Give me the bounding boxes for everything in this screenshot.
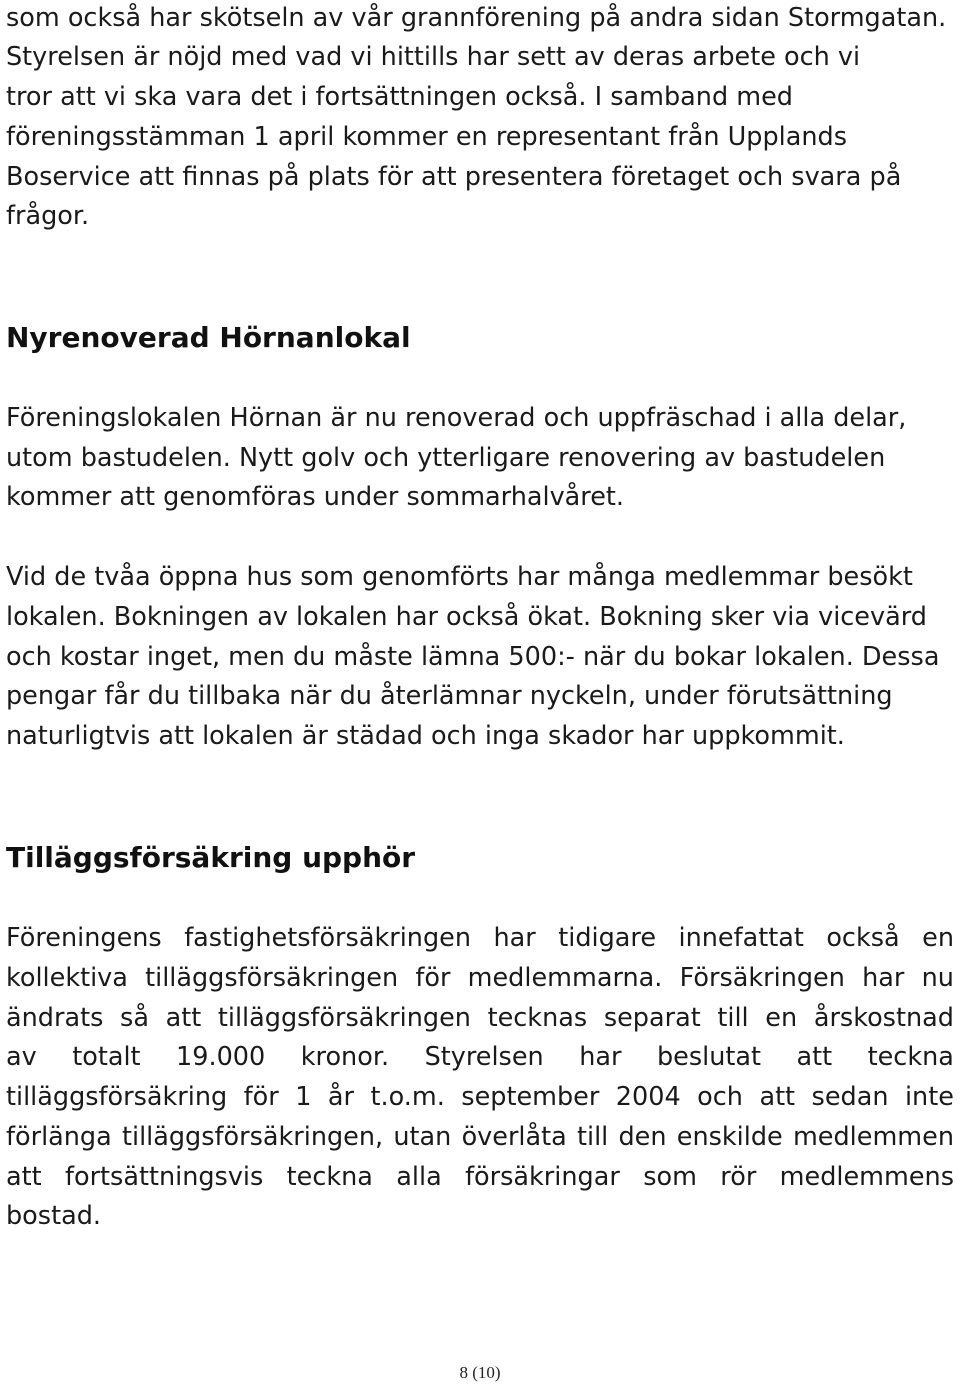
word: tidigare [558, 923, 657, 953]
word: för [415, 963, 451, 993]
word: t.o.m. [370, 1082, 445, 1112]
word: till [577, 1122, 609, 1152]
body-text-line: frågor. [6, 201, 90, 231]
word: överlåta [461, 1122, 567, 1152]
word: förlänga [6, 1122, 112, 1152]
word: medlemmens [779, 1162, 954, 1192]
body-text-line [6, 1161, 954, 1193]
word: utan [393, 1122, 452, 1152]
body-text-line: naturligtvis att lokalen är städad och inga skador har uppkommit. [6, 721, 845, 751]
word: nu [921, 963, 954, 993]
word: Föreningens [6, 923, 162, 953]
word: tilläggsförsäkringen [217, 1003, 471, 1033]
word: årskostnad [813, 1003, 954, 1033]
word: 1 [295, 1082, 312, 1112]
word: tecknas [487, 1003, 588, 1033]
word: inte [904, 1082, 954, 1112]
word: till [717, 1003, 749, 1033]
word: innefattat [678, 923, 804, 953]
body-text-line: Styrelsen är nöjd med vad vi hittills har sett av deras arbete och vi [6, 42, 861, 72]
body-text-line [6, 1041, 954, 1073]
body-text-line: Föreningslokalen Hörnan är nu renoverad och uppfräschad i alla delar, [6, 403, 907, 433]
section-heading: Nyrenoverad Hörnanlokal [6, 321, 411, 354]
word: för [243, 1082, 279, 1112]
word: tilläggsförsäkring [6, 1082, 228, 1112]
word: och [697, 1082, 743, 1112]
word: fortsättningsvis [64, 1162, 264, 1192]
word: rör [720, 1162, 757, 1192]
section-heading: Tilläggsförsäkring upphör [6, 841, 416, 874]
word: år [327, 1082, 355, 1112]
word: medlemmarna. [467, 963, 663, 993]
word: ändrats [6, 1003, 104, 1033]
body-text-line [6, 922, 954, 954]
word: september [461, 1082, 600, 1112]
body-text-line: föreningsstämman 1 april kommer en representant från Upplands [6, 122, 848, 152]
word: kronor. [300, 1042, 390, 1072]
word: fastighetsförsäkringen [184, 923, 471, 953]
word: den [618, 1122, 667, 1152]
word: att [165, 1003, 202, 1033]
word: teckna [867, 1042, 954, 1072]
word: försäkringar [465, 1162, 620, 1192]
word: en [765, 1003, 798, 1033]
body-text-line: som också har skötseln av vår grannförening på andra sidan Stormgatan. [6, 3, 947, 33]
word: 2004 [615, 1082, 681, 1112]
body-text-line [6, 962, 954, 994]
body-text-line: pengar får du tillbaka när du återlämnar nyckeln, under förutsättning [6, 681, 893, 711]
word: har [579, 1042, 622, 1072]
word: teckna [286, 1162, 373, 1192]
word: av [6, 1042, 37, 1072]
body-text-line [6, 1121, 954, 1153]
word: separat [603, 1003, 701, 1033]
word: så [120, 1003, 149, 1033]
word: tilläggsförsäkringen [145, 963, 399, 993]
word: beslutat [656, 1042, 761, 1072]
page-number: 8 (10) [459, 1363, 501, 1382]
body-text-line: lokalen. Bokningen av lokalen har också ökat. Bokning sker via vicevärd [6, 602, 927, 632]
word: medlemmen [792, 1122, 954, 1152]
body-text-line: bostad. [6, 1201, 101, 1231]
word: Försäkringen [679, 963, 845, 993]
body-text-line: Vid de tvåa öppna hus som genomförts har många medlemmar besökt [6, 562, 913, 592]
body-text-line [6, 1002, 954, 1034]
word: totalt [72, 1042, 141, 1072]
word: har [493, 923, 536, 953]
word: har [862, 963, 905, 993]
word: alla [396, 1162, 442, 1192]
word: Styrelsen [424, 1042, 544, 1072]
body-text-line: kommer att genomföras under sommarhalvåret. [6, 482, 625, 512]
word: kollektiva [6, 963, 128, 993]
body-text-line: och kostar inget, men du måste lämna 500:- när du bokar lokalen. Dessa [6, 642, 940, 672]
body-text-line: Boservice att finnas på plats för att presentera företaget och svara på [6, 162, 902, 192]
word: också [826, 923, 900, 953]
word: tilläggsförsäkringen, [121, 1122, 384, 1152]
body-text-line: utom bastudelen. Nytt golv och ytterligare renovering av bastudelen [6, 443, 886, 473]
word: som [643, 1162, 697, 1192]
word: enskilde [676, 1122, 783, 1152]
word: 19.000 [176, 1042, 266, 1072]
word: sedan [811, 1082, 889, 1112]
word: att [759, 1082, 796, 1112]
word: att [796, 1042, 833, 1072]
body-text-line: tror att vi ska vara det i fortsättningen också. I samband med [6, 82, 793, 112]
word: en [922, 923, 954, 953]
body-text-line [6, 1081, 954, 1113]
word: att [6, 1162, 42, 1192]
